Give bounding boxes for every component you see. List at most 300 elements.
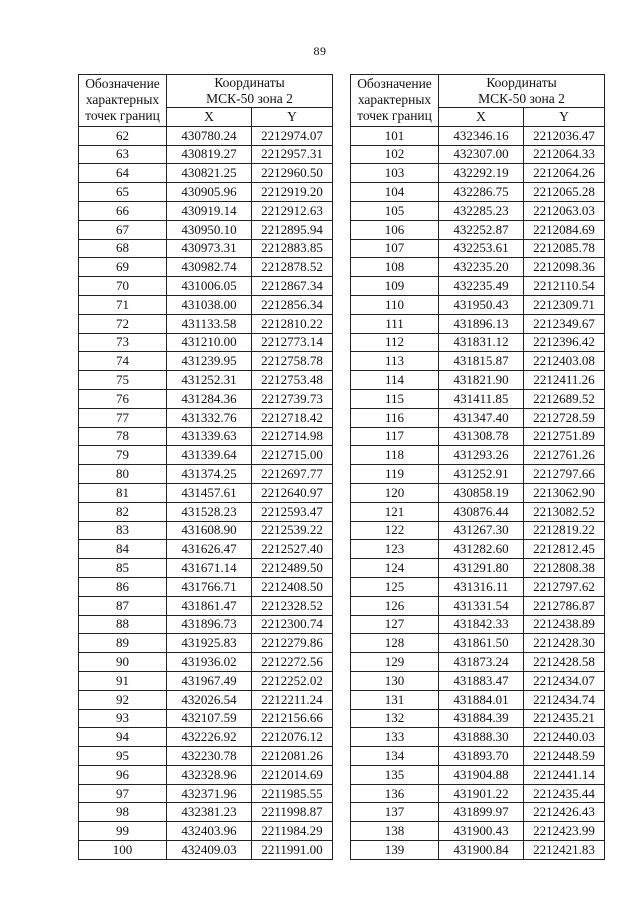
x-coordinate-cell: 430821.25 xyxy=(167,164,252,183)
point-number-cell: 87 xyxy=(79,596,167,615)
x-coordinate-cell: 431899.97 xyxy=(439,803,524,822)
table-row xyxy=(79,784,333,803)
point-number-cell: 114 xyxy=(351,371,439,390)
x-coordinate-cell: 430950.10 xyxy=(167,220,252,239)
x-coordinate-cell: 432346.16 xyxy=(439,126,524,145)
table-row xyxy=(79,258,333,277)
y-coordinate-cell: 2212751.89 xyxy=(524,427,605,446)
x-coordinate-cell: 432403.96 xyxy=(167,822,252,841)
table-row xyxy=(351,408,605,427)
point-number-cell: 110 xyxy=(351,295,439,314)
table-row xyxy=(79,220,333,239)
point-number-cell: 126 xyxy=(351,596,439,615)
point-number-cell: 71 xyxy=(79,295,167,314)
y-coordinate-cell: 2212797.62 xyxy=(524,577,605,596)
point-number-cell: 69 xyxy=(79,258,167,277)
y-coordinate-cell: 2212272.56 xyxy=(252,653,333,672)
table-row xyxy=(79,483,333,502)
x-coordinate-cell: 431967.49 xyxy=(167,671,252,690)
table-row xyxy=(351,465,605,484)
y-coordinate-cell: 2212957.31 xyxy=(252,145,333,164)
table-row xyxy=(351,201,605,220)
y-coordinate-cell: 2212878.52 xyxy=(252,258,333,277)
table-row xyxy=(79,502,333,521)
y-coordinate-cell: 2212718.42 xyxy=(252,408,333,427)
x-coordinate-cell: 431671.14 xyxy=(167,559,252,578)
x-coordinate-cell: 432230.78 xyxy=(167,747,252,766)
table-body-left xyxy=(79,126,333,859)
x-coordinate-cell: 432226.92 xyxy=(167,728,252,747)
y-coordinate-cell: 2212421.83 xyxy=(524,841,605,860)
table-row xyxy=(79,145,333,164)
y-coordinate-cell: 2212403.08 xyxy=(524,352,605,371)
table-row xyxy=(79,371,333,390)
y-coordinate-cell: 2212489.50 xyxy=(252,559,333,578)
table-row xyxy=(351,559,605,578)
x-coordinate-cell: 431925.83 xyxy=(167,634,252,653)
y-coordinate-cell: 2211991.00 xyxy=(252,841,333,860)
y-coordinate-cell: 2212064.33 xyxy=(524,145,605,164)
table-row xyxy=(351,164,605,183)
point-number-cell: 133 xyxy=(351,728,439,747)
point-number-cell: 63 xyxy=(79,145,167,164)
table-row xyxy=(351,145,605,164)
x-coordinate-cell: 431900.84 xyxy=(439,841,524,860)
table-row xyxy=(79,465,333,484)
header-coordinates-system: МСК-50 зона 2 xyxy=(478,91,565,106)
point-number-cell: 132 xyxy=(351,709,439,728)
y-coordinate-cell: 2212539.22 xyxy=(252,521,333,540)
point-number-cell: 119 xyxy=(351,465,439,484)
table-row xyxy=(79,521,333,540)
point-number-cell: 89 xyxy=(79,634,167,653)
table-row xyxy=(351,389,605,408)
x-coordinate-cell: 431950.43 xyxy=(439,295,524,314)
table-row xyxy=(79,803,333,822)
point-number-cell: 76 xyxy=(79,389,167,408)
point-number-cell: 95 xyxy=(79,747,167,766)
point-number-cell: 68 xyxy=(79,239,167,258)
point-number-cell: 115 xyxy=(351,389,439,408)
y-coordinate-cell: 2212856.34 xyxy=(252,295,333,314)
table-row xyxy=(79,596,333,615)
point-number-cell: 112 xyxy=(351,333,439,352)
x-coordinate-cell: 430858.19 xyxy=(439,483,524,502)
point-number-cell: 77 xyxy=(79,408,167,427)
point-number-cell: 83 xyxy=(79,521,167,540)
y-coordinate-cell: 2212396.42 xyxy=(524,333,605,352)
y-coordinate-cell: 2212697.77 xyxy=(252,465,333,484)
x-coordinate-cell: 430982.74 xyxy=(167,258,252,277)
header-points-column xyxy=(79,75,167,127)
table-row xyxy=(351,314,605,333)
x-coordinate-cell: 431339.64 xyxy=(167,446,252,465)
table-row xyxy=(351,183,605,202)
x-coordinate-cell: 431883.47 xyxy=(439,671,524,690)
point-number-cell: 108 xyxy=(351,258,439,277)
x-coordinate-cell: 431316.11 xyxy=(439,577,524,596)
point-number-cell: 105 xyxy=(351,201,439,220)
page-number: 89 xyxy=(313,44,327,58)
table-row xyxy=(79,540,333,559)
y-coordinate-cell: 2212279.86 xyxy=(252,634,333,653)
header-coordinates-title: Координаты xyxy=(214,75,285,90)
x-coordinate-cell: 431831.12 xyxy=(439,333,524,352)
y-coordinate-cell: 2212435.21 xyxy=(524,709,605,728)
y-coordinate-cell: 2212448.59 xyxy=(524,747,605,766)
point-number-cell: 120 xyxy=(351,483,439,502)
y-coordinate-cell: 2212919.20 xyxy=(252,183,333,202)
x-coordinate-cell: 432307.00 xyxy=(439,145,524,164)
x-coordinate-cell: 431411.85 xyxy=(439,389,524,408)
x-coordinate-cell: 430905.96 xyxy=(167,183,252,202)
y-coordinate-cell: 2212085.78 xyxy=(524,239,605,258)
point-number-cell: 62 xyxy=(79,126,167,145)
point-number-cell: 131 xyxy=(351,690,439,709)
table-row xyxy=(79,352,333,371)
point-number-cell: 128 xyxy=(351,634,439,653)
y-coordinate-cell: 2212758.78 xyxy=(252,352,333,371)
table-row xyxy=(79,201,333,220)
x-coordinate-cell: 430876.44 xyxy=(439,502,524,521)
point-number-cell: 101 xyxy=(351,126,439,145)
x-coordinate-cell: 431293.26 xyxy=(439,446,524,465)
table-row xyxy=(351,371,605,390)
x-coordinate-cell: 431252.31 xyxy=(167,371,252,390)
x-coordinate-cell: 431332.76 xyxy=(167,408,252,427)
header-coordinates-system: МСК-50 зона 2 xyxy=(206,91,293,106)
point-number-cell: 135 xyxy=(351,765,439,784)
point-number-cell: 67 xyxy=(79,220,167,239)
point-number-cell: 82 xyxy=(79,502,167,521)
y-coordinate-cell: 2212715.00 xyxy=(252,446,333,465)
table-row xyxy=(79,615,333,634)
y-coordinate-cell: 2212974.07 xyxy=(252,126,333,145)
point-number-cell: 90 xyxy=(79,653,167,672)
point-number-cell: 66 xyxy=(79,201,167,220)
y-coordinate-cell: 2212064.26 xyxy=(524,164,605,183)
table-row xyxy=(79,408,333,427)
table-row xyxy=(351,352,605,371)
y-coordinate-cell: 2212434.74 xyxy=(524,690,605,709)
y-coordinate-cell: 2212810.22 xyxy=(252,314,333,333)
x-coordinate-cell: 431936.02 xyxy=(167,653,252,672)
coordinates-table-left xyxy=(78,74,333,860)
x-coordinate-cell: 431861.47 xyxy=(167,596,252,615)
y-coordinate-cell: 2212411.26 xyxy=(524,371,605,390)
point-number-cell: 139 xyxy=(351,841,439,860)
table-row xyxy=(351,540,605,559)
table-row xyxy=(79,559,333,578)
table-row xyxy=(79,164,333,183)
y-coordinate-cell: 2212689.52 xyxy=(524,389,605,408)
y-coordinate-cell: 2212819.22 xyxy=(524,521,605,540)
table-row xyxy=(351,653,605,672)
y-coordinate-cell: 2212753.48 xyxy=(252,371,333,390)
table-row xyxy=(351,803,605,822)
y-coordinate-cell: 2212714.98 xyxy=(252,427,333,446)
table-row xyxy=(79,653,333,672)
table-row xyxy=(79,295,333,314)
point-number-cell: 130 xyxy=(351,671,439,690)
y-coordinate-cell: 2212739.73 xyxy=(252,389,333,408)
y-coordinate-cell: 2212428.30 xyxy=(524,634,605,653)
x-coordinate-cell: 431331.54 xyxy=(439,596,524,615)
header-points-line: характерных xyxy=(357,92,432,108)
x-coordinate-cell: 431239.95 xyxy=(167,352,252,371)
point-number-cell: 129 xyxy=(351,653,439,672)
header-coordinates xyxy=(439,75,605,108)
y-coordinate-cell: 2212098.36 xyxy=(524,258,605,277)
x-coordinate-cell: 431374.25 xyxy=(167,465,252,484)
table-row xyxy=(79,333,333,352)
point-number-cell: 103 xyxy=(351,164,439,183)
table-row xyxy=(351,295,605,314)
x-coordinate-cell: 431842.33 xyxy=(439,615,524,634)
table-row xyxy=(79,427,333,446)
point-number-cell: 65 xyxy=(79,183,167,202)
y-coordinate-cell: 2212328.52 xyxy=(252,596,333,615)
x-coordinate-cell: 430780.24 xyxy=(167,126,252,145)
point-number-cell: 79 xyxy=(79,446,167,465)
point-number-cell: 94 xyxy=(79,728,167,747)
table-row xyxy=(351,577,605,596)
y-coordinate-cell: 2212036.47 xyxy=(524,126,605,145)
y-coordinate-cell: 2213062.90 xyxy=(524,483,605,502)
x-coordinate-cell: 431884.39 xyxy=(439,709,524,728)
point-number-cell: 124 xyxy=(351,559,439,578)
point-number-cell: 104 xyxy=(351,183,439,202)
x-coordinate-cell: 431528.23 xyxy=(167,502,252,521)
table-row xyxy=(351,728,605,747)
table-row xyxy=(351,747,605,766)
table-row xyxy=(351,690,605,709)
x-coordinate-cell: 431282.60 xyxy=(439,540,524,559)
point-number-cell: 127 xyxy=(351,615,439,634)
point-number-cell: 113 xyxy=(351,352,439,371)
point-number-cell: 80 xyxy=(79,465,167,484)
x-coordinate-cell: 431884.01 xyxy=(439,690,524,709)
y-coordinate-cell: 2212426.43 xyxy=(524,803,605,822)
point-number-cell: 107 xyxy=(351,239,439,258)
table-row xyxy=(79,822,333,841)
point-number-cell: 99 xyxy=(79,822,167,841)
table-row xyxy=(351,427,605,446)
y-coordinate-cell: 2212076.12 xyxy=(252,728,333,747)
x-coordinate-cell: 431888.30 xyxy=(439,728,524,747)
y-coordinate-cell: 2212440.03 xyxy=(524,728,605,747)
header-points-line: точек границ xyxy=(357,108,432,124)
x-coordinate-cell: 432381.23 xyxy=(167,803,252,822)
table-row xyxy=(79,709,333,728)
table-row xyxy=(351,446,605,465)
x-coordinate-cell: 431626.47 xyxy=(167,540,252,559)
y-coordinate-cell: 2212797.66 xyxy=(524,465,605,484)
x-coordinate-cell: 431347.40 xyxy=(439,408,524,427)
x-coordinate-cell: 430919.14 xyxy=(167,201,252,220)
point-number-cell: 84 xyxy=(79,540,167,559)
x-coordinate-cell: 431038.00 xyxy=(167,295,252,314)
x-coordinate-cell: 432409.03 xyxy=(167,841,252,860)
x-coordinate-cell: 432235.49 xyxy=(439,277,524,296)
y-coordinate-cell: 2212065.28 xyxy=(524,183,605,202)
x-coordinate-cell: 432286.75 xyxy=(439,183,524,202)
y-coordinate-cell: 2212081.26 xyxy=(252,747,333,766)
table-row xyxy=(351,822,605,841)
point-number-cell: 91 xyxy=(79,671,167,690)
y-coordinate-cell: 2212640.97 xyxy=(252,483,333,502)
table-row xyxy=(79,314,333,333)
point-number-cell: 81 xyxy=(79,483,167,502)
table-row xyxy=(79,690,333,709)
point-number-cell: 118 xyxy=(351,446,439,465)
y-coordinate-cell: 2212593.47 xyxy=(252,502,333,521)
x-coordinate-cell: 431252.91 xyxy=(439,465,524,484)
table-row xyxy=(351,671,605,690)
y-coordinate-cell: 2212812.45 xyxy=(524,540,605,559)
table-row xyxy=(351,126,605,145)
point-number-cell: 74 xyxy=(79,352,167,371)
table-body-right xyxy=(351,126,605,859)
point-number-cell: 72 xyxy=(79,314,167,333)
point-number-cell: 134 xyxy=(351,747,439,766)
table-row xyxy=(351,596,605,615)
x-coordinate-cell: 432328.96 xyxy=(167,765,252,784)
point-number-cell: 122 xyxy=(351,521,439,540)
point-number-cell: 125 xyxy=(351,577,439,596)
point-number-cell: 97 xyxy=(79,784,167,803)
table-row xyxy=(79,765,333,784)
y-coordinate-cell: 2212883.85 xyxy=(252,239,333,258)
point-number-cell: 64 xyxy=(79,164,167,183)
table-row xyxy=(351,709,605,728)
point-number-cell: 109 xyxy=(351,277,439,296)
table-row xyxy=(79,671,333,690)
header-y: Y xyxy=(524,108,605,127)
point-number-cell: 86 xyxy=(79,577,167,596)
table-row xyxy=(79,728,333,747)
table-row xyxy=(79,634,333,653)
table-row xyxy=(79,183,333,202)
header-points-line: Обозначение xyxy=(357,76,432,92)
y-coordinate-cell: 2212441.14 xyxy=(524,765,605,784)
point-number-cell: 88 xyxy=(79,615,167,634)
y-coordinate-cell: 2212084.69 xyxy=(524,220,605,239)
header-x: X xyxy=(439,108,524,127)
table-row xyxy=(351,502,605,521)
x-coordinate-cell: 431766.71 xyxy=(167,577,252,596)
x-coordinate-cell: 432285.23 xyxy=(439,201,524,220)
y-coordinate-cell: 2212349.67 xyxy=(524,314,605,333)
x-coordinate-cell: 432253.61 xyxy=(439,239,524,258)
table-row xyxy=(79,747,333,766)
y-coordinate-cell: 2212408.50 xyxy=(252,577,333,596)
header-points-column xyxy=(351,75,439,127)
point-number-cell: 121 xyxy=(351,502,439,521)
point-number-cell: 102 xyxy=(351,145,439,164)
x-coordinate-cell: 430973.31 xyxy=(167,239,252,258)
x-coordinate-cell: 432371.96 xyxy=(167,784,252,803)
y-coordinate-cell: 2212728.59 xyxy=(524,408,605,427)
table-row xyxy=(351,615,605,634)
x-coordinate-cell: 431861.50 xyxy=(439,634,524,653)
point-number-cell: 100 xyxy=(79,841,167,860)
x-coordinate-cell: 431901.22 xyxy=(439,784,524,803)
y-coordinate-cell: 2211998.87 xyxy=(252,803,333,822)
x-coordinate-cell: 431133.58 xyxy=(167,314,252,333)
x-coordinate-cell: 431893.70 xyxy=(439,747,524,766)
x-coordinate-cell: 432107.59 xyxy=(167,709,252,728)
table-row xyxy=(351,239,605,258)
point-number-cell: 137 xyxy=(351,803,439,822)
y-coordinate-cell: 2212761.26 xyxy=(524,446,605,465)
header-points-line: точек границ xyxy=(85,108,160,124)
header-coordinates xyxy=(167,75,333,108)
x-coordinate-cell: 432026.54 xyxy=(167,690,252,709)
x-coordinate-cell: 431308.78 xyxy=(439,427,524,446)
y-coordinate-cell: 2212110.54 xyxy=(524,277,605,296)
header-points-line: характерных xyxy=(85,92,160,108)
point-number-cell: 111 xyxy=(351,314,439,333)
x-coordinate-cell: 431608.90 xyxy=(167,521,252,540)
table-row xyxy=(79,126,333,145)
x-coordinate-cell: 431815.87 xyxy=(439,352,524,371)
y-coordinate-cell: 2212786.87 xyxy=(524,596,605,615)
y-coordinate-cell: 2212773.14 xyxy=(252,333,333,352)
table-row xyxy=(79,389,333,408)
x-coordinate-cell: 431339.63 xyxy=(167,427,252,446)
y-coordinate-cell: 2212300.74 xyxy=(252,615,333,634)
x-coordinate-cell: 432235.20 xyxy=(439,258,524,277)
table-row xyxy=(79,446,333,465)
x-coordinate-cell: 431210.00 xyxy=(167,333,252,352)
point-number-cell: 85 xyxy=(79,559,167,578)
table-row xyxy=(351,277,605,296)
x-coordinate-cell: 431457.61 xyxy=(167,483,252,502)
x-coordinate-cell: 431896.73 xyxy=(167,615,252,634)
table-row xyxy=(79,577,333,596)
header-x: X xyxy=(167,108,252,127)
header-coordinates-title: Координаты xyxy=(486,75,557,90)
point-number-cell: 70 xyxy=(79,277,167,296)
point-number-cell: 75 xyxy=(79,371,167,390)
point-number-cell: 96 xyxy=(79,765,167,784)
y-coordinate-cell: 2212435.44 xyxy=(524,784,605,803)
x-coordinate-cell: 430819.27 xyxy=(167,145,252,164)
table-row xyxy=(351,765,605,784)
point-number-cell: 136 xyxy=(351,784,439,803)
table-row xyxy=(351,483,605,502)
y-coordinate-cell: 2212960.50 xyxy=(252,164,333,183)
table-row xyxy=(79,277,333,296)
header-y: Y xyxy=(252,108,333,127)
x-coordinate-cell: 431006.05 xyxy=(167,277,252,296)
x-coordinate-cell: 432252.87 xyxy=(439,220,524,239)
table-row xyxy=(79,841,333,860)
table-row xyxy=(351,258,605,277)
header-points-line: Обозначение xyxy=(85,76,160,92)
y-coordinate-cell: 2211985.55 xyxy=(252,784,333,803)
y-coordinate-cell: 2212434.07 xyxy=(524,671,605,690)
point-number-cell: 93 xyxy=(79,709,167,728)
y-coordinate-cell: 2212252.02 xyxy=(252,671,333,690)
point-number-cell: 92 xyxy=(79,690,167,709)
point-number-cell: 73 xyxy=(79,333,167,352)
y-coordinate-cell: 2212014.69 xyxy=(252,765,333,784)
y-coordinate-cell: 2212895.94 xyxy=(252,220,333,239)
point-number-cell: 116 xyxy=(351,408,439,427)
x-coordinate-cell: 431904.88 xyxy=(439,765,524,784)
